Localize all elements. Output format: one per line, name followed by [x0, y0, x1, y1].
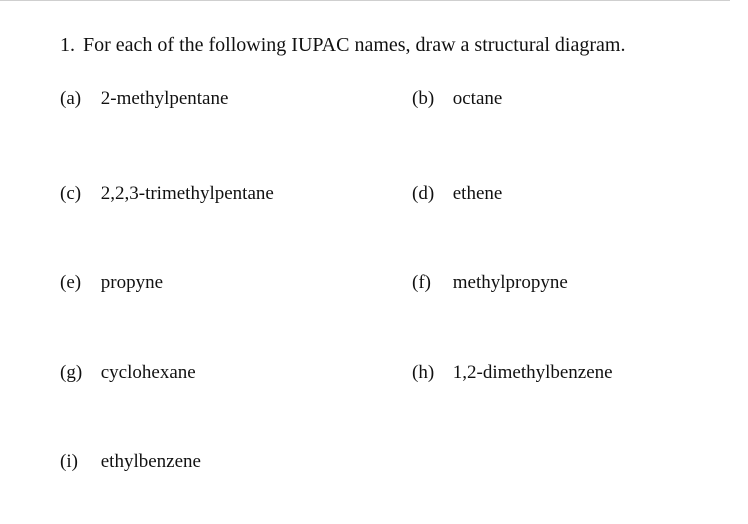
item-i — [60, 450, 201, 474]
iupac-name: octane — [452, 88, 503, 109]
item-label: (e) — [60, 272, 82, 293]
top-divider — [0, 0, 730, 1]
iupac-name: cyclohexane — [100, 362, 196, 383]
item-f — [412, 271, 568, 295]
iupac-name: 2-methylpentane — [100, 88, 229, 109]
item-label: (g) — [60, 362, 83, 383]
item-label: (d) — [412, 183, 435, 204]
item-label: (i) — [60, 451, 78, 472]
item-g — [60, 361, 196, 385]
iupac-name: methylpropyne — [452, 272, 568, 293]
question-number: 1. — [60, 34, 75, 56]
item-h — [412, 361, 613, 385]
question-prompt — [60, 32, 625, 58]
item-label: (c) — [60, 183, 82, 204]
item-label: (a) — [60, 88, 82, 109]
item-e — [60, 271, 163, 295]
item-b — [412, 87, 502, 111]
iupac-name: propyne — [100, 272, 164, 293]
item-c — [60, 182, 274, 206]
item-label: (h) — [412, 362, 435, 383]
iupac-name: 2,2,3-trimethylpentane — [100, 183, 274, 204]
iupac-name: ethylbenzene — [100, 451, 201, 472]
item-label: (f) — [412, 272, 431, 293]
question-text: For each of the following IUPAC names, draw a structural diagram. — [83, 34, 626, 56]
item-d — [412, 182, 502, 206]
iupac-name: ethene — [452, 183, 503, 204]
item-a — [60, 87, 228, 111]
iupac-name: 1,2-dimethylbenzene — [452, 362, 613, 383]
item-label: (b) — [412, 88, 435, 109]
